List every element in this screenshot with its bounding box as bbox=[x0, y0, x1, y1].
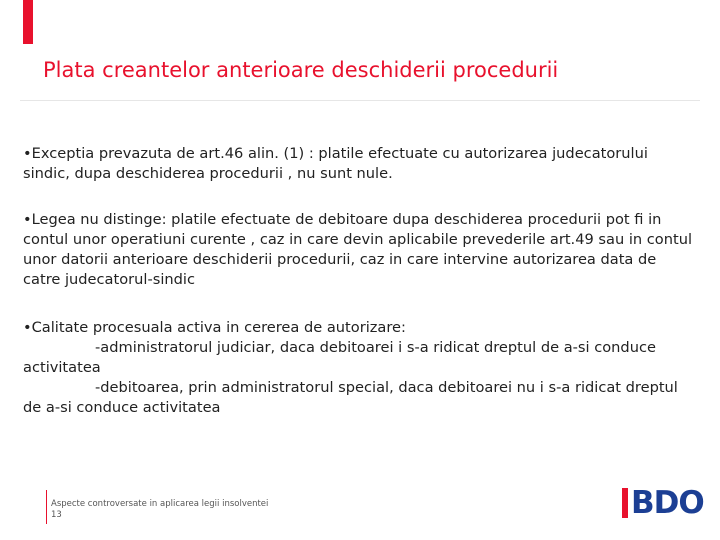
bdo-logo bbox=[622, 487, 704, 519]
bullet-3 bbox=[23, 318, 693, 418]
bullet-2: •Legea nu distinge: platile efectuate de debitoare dupa deschiderea procedurii pot fi in contul unor operatiuni curente , caz in care devin aplicabile prevederile art.49 sau in contul unor datorii anterioare deschiderii procedurii, caz in care intervine autorizarea data de catre judecatorul-sindic bbox=[23, 211, 693, 288]
bullet-3-text: •Calitate procesuala activa in cererea de autorizare: bbox=[23, 319, 406, 336]
logo-bar-icon bbox=[622, 488, 628, 518]
bullet-3-sub-1: -administratorul judiciar, daca debitoarei i s-a ridicat dreptul de a-si conduce activitatea bbox=[23, 339, 656, 376]
accent-bar bbox=[23, 0, 33, 44]
bullet-3-sub-2: -debitoarea, prin administratorul special, daca debitoarei nu i s-a ridicat dreptul de a-si conduce activitatea bbox=[23, 379, 678, 416]
bullet-1: •Exceptia prevazuta de art.46 alin. (1) : platile efectuate cu autorizarea judecatorului sindic, dupa deschiderea procedurii , nu sunt nule. bbox=[23, 145, 648, 182]
footer-rule bbox=[46, 490, 47, 524]
footer-caption: Aspecte controversate in aplicarea legii insolventei bbox=[51, 499, 269, 509]
footer bbox=[51, 499, 268, 521]
page-number: 13 bbox=[51, 510, 62, 520]
slide-title: Plata creantelor anterioare deschiderii procedurii bbox=[43, 58, 559, 82]
title-divider bbox=[20, 100, 700, 101]
logo-text: BDO bbox=[631, 485, 704, 521]
